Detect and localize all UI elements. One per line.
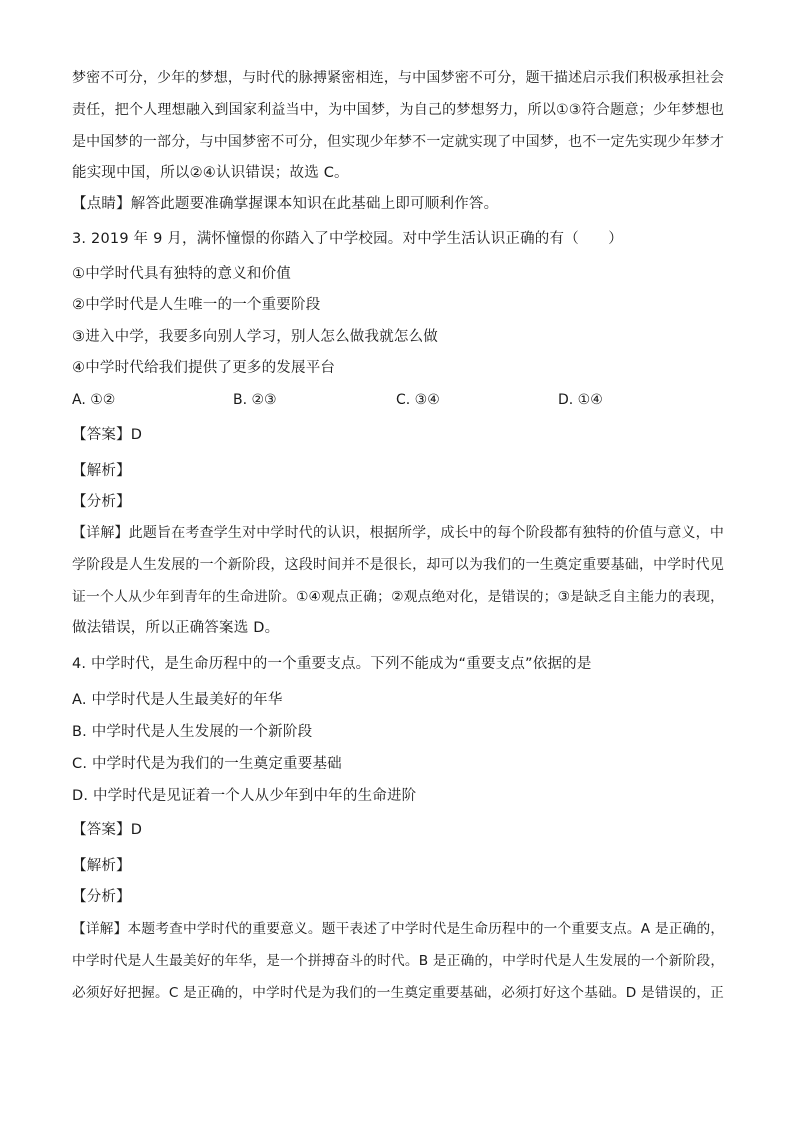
q4-option-c: C. 中学时代是为我们的一生奠定重要基础 <box>72 756 342 772</box>
q3-statement-1: ①中学时代具有独特的意义和价值 <box>72 266 291 282</box>
prev-answer-line-4: 能实现中国，所以②④认识错误；故选 C。 <box>72 165 349 181</box>
q3-detail-line-1: 【详解】此题旨在考查学生对中学时代的认识，根据所学，成长中的每个阶段都有独特的价值与意义，中 <box>72 525 724 541</box>
q3-statement-2: ②中学时代是人生唯一的一个重要阶段 <box>72 297 321 313</box>
q4-stem: 4. 中学时代，是生命历程中的一个重要支点。下列不能成为“重要支点”依据的是 <box>72 656 592 672</box>
q3-option-b: B. ②③ <box>233 392 277 408</box>
q3-answer: 【答案】D <box>72 427 143 443</box>
q4-answer: 【答案】D <box>72 822 143 838</box>
q3-jiexi-heading: 【解析】 <box>72 463 131 479</box>
q4-fenxi-heading: 【分析】 <box>72 889 131 905</box>
q3-statement-4: ④中学时代给我们提供了更多的发展平台 <box>72 360 336 376</box>
q3-fenxi-heading: 【分析】 <box>72 494 131 510</box>
q4-detail-line-3: 必须好好把握。C 是正确的，中学时代是为我们的一生奠定重要基础，必须打好这个基础。D 是错误的，正 <box>72 985 724 1001</box>
q4-option-b: B. 中学时代是人生发展的一个新阶段 <box>72 724 313 740</box>
q3-option-c: C. ③④ <box>396 392 440 408</box>
q3-detail-line-2: 学阶段是人生发展的一个新阶段，这段时间并不是很长，却可以为我们的一生奠定重要基础，中学时代见 <box>72 557 724 573</box>
prev-answer-line-3: 是中国梦的一部分，与中国梦密不可分，但实现少年梦不一定就实现了中国梦，也不一定先实现少年梦才 <box>72 134 724 150</box>
q3-detail-line-4: 做法错误，所以正确答案选 D。 <box>72 620 280 636</box>
q4-option-d: D. 中学时代是见证着一个人从少年到中年的生命进阶 <box>72 788 417 804</box>
prev-answer-line-1: 梦密不可分，少年的梦想，与时代的脉搏紧密相连，与中国梦密不可分，题干描述启示我们积极承担社会 <box>72 70 724 86</box>
q4-jiexi-heading: 【解析】 <box>72 858 131 874</box>
q4-option-a: A. 中学时代是人生最美好的年华 <box>72 692 283 708</box>
q3-detail-line-3: 证一个人从少年到青年的生命进阶。①④观点正确；②观点绝对化，是错误的；③是缺乏自主能力的表现， <box>72 589 725 605</box>
q4-detail-line-1: 【详解】本题考查中学时代的重要意义。题干表述了中学时代是生命历程中的一个重要支点。A 是正确的， <box>72 921 725 937</box>
q3-option-d: D. ①④ <box>558 392 603 408</box>
q4-detail-line-2: 中学时代是人生最美好的年华，是一个拼搏奋斗的时代。B 是正确的，中学时代是人生发展的一个新阶段， <box>72 953 725 969</box>
prev-comment: 【点睛】解答此题要准确掌握课本知识在此基础上即可顺利作答。 <box>72 196 499 212</box>
q3-stem: 3. 2019 年 9 月，满怀憧憬的你踏入了中学校园。对中学生活认识正确的有（ ） <box>72 231 623 247</box>
prev-answer-line-2: 责任，把个人理想融入到国家利益当中，为中国梦，为自己的梦想努力，所以①③符合题意；少年梦想也 <box>72 102 724 118</box>
q3-statement-3: ③进入中学，我要多向别人学习，别人怎么做我就怎么做 <box>72 329 438 345</box>
q3-option-a: A. ①② <box>72 392 116 408</box>
